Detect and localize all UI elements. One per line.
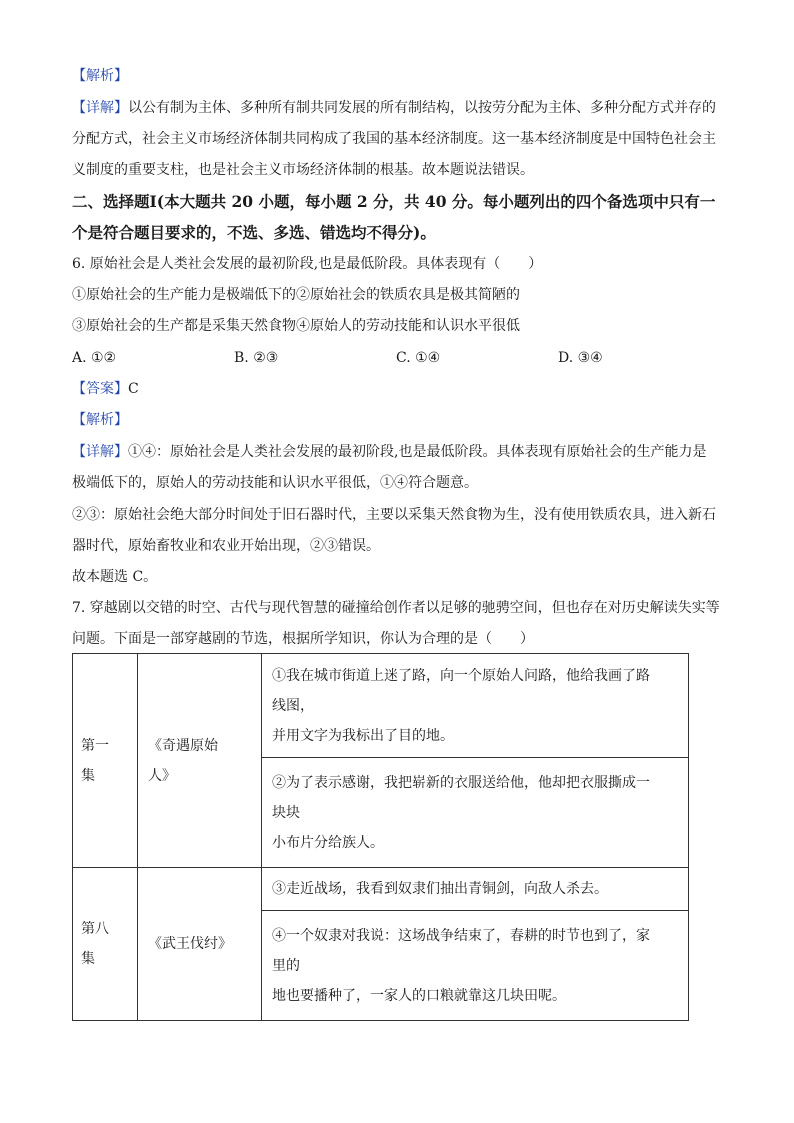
option-b: B. ②③ xyxy=(234,350,279,366)
episode-label: 第一 xyxy=(81,737,109,754)
episode-label: 第八 xyxy=(81,921,109,937)
scene-text: ③走近战场，我看到奴隶们抽出青铜剑，向敌人杀去。 xyxy=(272,881,608,897)
analysis-label: 【解析】 xyxy=(72,412,128,428)
scene-text: 小布片分给族人。 xyxy=(272,834,384,851)
scene-text: 地也要播种了，一家人的口粮就靠这几块田呢。 xyxy=(272,987,566,1004)
detail-label: 【详解】 xyxy=(72,100,128,116)
detail-paragraph-line: ②③：原始社会绝大部分时间处于旧石器时代，主要以采集天然食物为生，没有使用铁质农具，进入新石 xyxy=(72,507,716,523)
detail-paragraph-line: 极端低下的，原始人的劳动技能和认识水平很低，①④符合题意。 xyxy=(72,475,478,491)
answer-value: C xyxy=(128,381,139,397)
analysis-label: 【解析】 xyxy=(72,68,128,84)
detail-text: ①④：原始社会是人类社会发展的最初阶段,也是最低阶段。具体表现有原始社会的生产能力是 xyxy=(128,444,707,460)
detail-paragraph-line: 分配方式，社会主义市场经济体制共同构成了我国的基本经济制度。这一基本经济制度是中国特色社会主 xyxy=(72,131,716,147)
scene-text: 里的 xyxy=(272,957,300,974)
detail-text: 以公有制为主体、多种所有制共同发展的所有制结构，以按劳分配为主体、多种分配方式并存的 xyxy=(128,100,716,116)
conclusion-line: 故本题选 C。 xyxy=(72,569,158,585)
section-heading: 个是符合题目要求的，不选、多选、错选均不得分)。 xyxy=(72,223,436,242)
episode-title: 《武王伐纣》 xyxy=(148,936,232,952)
scene-cell xyxy=(262,758,689,868)
question-6-statement: ③原始社会的生产都是采集天然食物④原始人的劳动技能和认识水平很低 xyxy=(72,318,520,334)
scene-text: 块块 xyxy=(272,804,300,821)
episode-title-cell xyxy=(138,868,262,1021)
question-6-statement: ①原始社会的生产能力是极端低下的②原始社会的铁质农具是极其简陋的 xyxy=(72,287,520,303)
option-a: A. ①② xyxy=(72,350,117,366)
option-d: D. ③④ xyxy=(558,350,603,366)
detail-label: 【详解】 xyxy=(72,444,128,460)
scene-text: 并用文字为我标出了目的地。 xyxy=(272,727,454,744)
scene-text: ②为了表示感谢，我把崭新的衣服送给他，他却把衣服撕成一 xyxy=(272,774,650,791)
scene-cell xyxy=(262,654,689,758)
question-7-stem: 问题。下面是一部穿越剧的节选，根据所学知识，你认为合理的是（ ） xyxy=(72,631,534,647)
detail-paragraph-line: 义制度的重要支柱，也是社会主义市场经济体制的根基。故本题说法错误。 xyxy=(72,162,534,178)
question-7-stem: 7. 穿越剧以交错的时空、古代与现代智慧的碰撞给创作者以足够的驰骋空间，但也存在对历史解读失实等 xyxy=(72,600,720,616)
detail-paragraph-line: 器时代，原始畜牧业和农业开始出现，②③错误。 xyxy=(72,538,380,554)
scene-text: 线图， xyxy=(272,697,314,714)
episode-label: 集 xyxy=(81,951,95,967)
scene-text: ④一个奴隶对我说：这场战争结束了，春耕的时节也到了，家 xyxy=(272,927,650,944)
episode-title-cell xyxy=(138,654,262,868)
scene-cell xyxy=(262,911,689,1021)
detail-paragraph-line xyxy=(72,443,732,461)
scene-cell xyxy=(262,868,689,911)
option-c: C. ①④ xyxy=(396,350,441,366)
episode-label: 集 xyxy=(81,767,95,784)
episode-cell xyxy=(73,868,138,1021)
answer-line xyxy=(72,380,732,398)
drama-table xyxy=(72,653,689,1021)
detail-paragraph-line xyxy=(72,99,732,117)
answer-label: 【答案】 xyxy=(72,381,128,397)
episode-title: 人》 xyxy=(148,767,176,784)
section-heading: 二、选择题Ⅰ(本大题共 20 小题，每小题 2 分，共 40 分。每小题列出的四个备选项中只有一 xyxy=(72,192,716,211)
scene-text: ①我在城市街道上迷了路，向一个原始人问路，他给我画了路 xyxy=(272,667,650,684)
episode-cell xyxy=(73,654,138,868)
question-6-stem: 6. 原始社会是人类社会发展的最初阶段,也是最低阶段。具体表现有（ ） xyxy=(72,256,543,272)
episode-title: 《奇遇原始 xyxy=(148,737,218,754)
